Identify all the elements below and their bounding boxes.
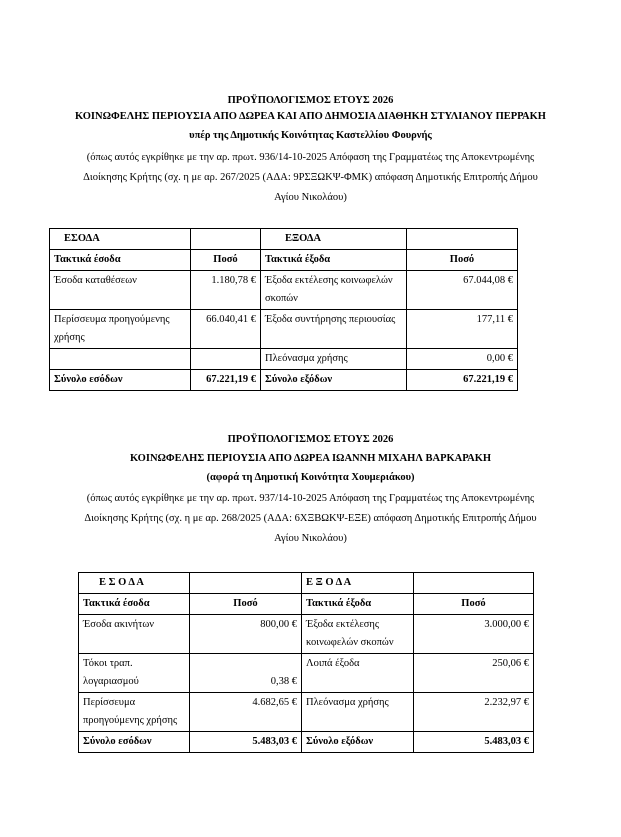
table-column-row <box>50 250 518 271</box>
total-income: 5.483,03 € <box>190 732 302 753</box>
col-amount-label: Ποσό <box>414 594 534 615</box>
expense-item: Πλεόνασμα χρήσης <box>261 349 407 370</box>
income-item: Έσοδα ακινήτων <box>79 615 190 654</box>
expense-item: Πλεόνασμα χρήσης <box>302 693 414 732</box>
col-expense-label: Τακτικά έξοδα <box>302 594 414 615</box>
table-row <box>50 349 518 370</box>
col-income-label: Τακτικά έσοδα <box>50 250 191 271</box>
income-amount: 66.040,41 € <box>191 310 261 349</box>
expense-item: Έξοδα συντήρησης περιουσίας <box>261 310 407 349</box>
budget1-approval-line3: Αγίου Νικολάου) <box>274 192 347 203</box>
budget2-table <box>78 572 534 753</box>
col-expense-label: Τακτικά έξοδα <box>261 250 407 271</box>
total-income: 67.221,19 € <box>191 370 261 391</box>
expense-header: Ε Ξ Ο Δ Α <box>302 573 414 594</box>
col-income-label: Τακτικά έσοδα <box>79 594 190 615</box>
budget2-title: ΠΡΟΫΠΟΛΟΓΙΣΜΟΣ ΕΤΟΥΣ 2026 <box>227 434 394 445</box>
table-header-row <box>50 229 518 250</box>
income-header: ΕΣΟΔΑ <box>50 229 191 250</box>
income-amount: 1.180,78 € <box>191 271 261 310</box>
budget1-table <box>49 228 518 391</box>
expense-amount: 2.232,97 € <box>414 693 534 732</box>
budget1-subtitle: ΚΟΙΝΩΦΕΛΗΣ ΠΕΡΙΟΥΣΙΑ ΑΠΟ ΔΩΡΕΑ ΚΑΙ ΑΠΟ ΔΗΜΟΣΙΑ ΔΙΑΘΗΚΗ ΣΤΥΛΙΑΝΟΥ ΠΕΡΡΑΚΗ <box>75 111 546 122</box>
col-amount-label: Ποσό <box>191 250 261 271</box>
income-header: Ε Σ Ο Δ Α <box>79 573 190 594</box>
income-item <box>50 349 191 370</box>
col-amount-label: Ποσό <box>407 250 518 271</box>
table-total-row <box>79 732 534 753</box>
expense-item: Έξοδα εκτέλεσης κοινωφελών σκοπών <box>261 271 407 310</box>
total-expense: 67.221,19 € <box>407 370 518 391</box>
income-item: Έσοδα καταθέσεων <box>50 271 191 310</box>
expense-amount: 250,06 € <box>414 654 534 693</box>
income-item: Τόκοι τραπ. λογαριασμού <box>79 654 190 693</box>
income-item: Περίσσευμα προηγούμενης χρήσης <box>79 693 190 732</box>
total-expense: 5.483,03 € <box>414 732 534 753</box>
budget2-subtitle: ΚΟΙΝΩΦΕΛΗΣ ΠΕΡΙΟΥΣΙΑ ΑΠΟ ΔΩΡΕΑ ΙΩΑΝΝΗ ΜΙΧΑΗΛ ΒΑΡΚΑΡΑΚΗ <box>129 453 492 464</box>
expense-amount: 177,11 € <box>407 310 518 349</box>
income-amount: 0,38 € <box>190 654 302 693</box>
income-item: Περίσσευμα προηγούμενης χρήσης <box>50 310 191 349</box>
budget2-community: (αφορά τη Δημοτική Κοινότητα Χουμεριάκου) <box>206 472 415 483</box>
total-expense-label: Σύνολο εξόδων <box>261 370 407 391</box>
expense-amount: 67.044,08 € <box>407 271 518 310</box>
budget1-approval-line1: (όπως αυτός εγκρίθηκε με την αρ. πρωτ. 936/14-10-2025 Απόφαση της Γραμματέως της Αποκεντρωμένης <box>86 152 535 163</box>
budget1-community: υπέρ της Δημοτικής Κοινότητας Καστελλίου Φουρνής <box>189 130 432 141</box>
income-amount: 4.682,65 € <box>190 693 302 732</box>
expense-amount: 0,00 € <box>407 349 518 370</box>
table-row <box>79 615 534 654</box>
total-income-label: Σύνολο εσόδων <box>79 732 190 753</box>
table-row <box>50 310 518 349</box>
table-row <box>79 654 534 693</box>
budget2-approval-line1: (όπως αυτός εγκρίθηκε με την αρ. πρωτ. 937/14-10-2025 Απόφαση της Γραμματέως της Αποκεντρωμένης <box>86 493 535 504</box>
table-column-row <box>79 594 534 615</box>
total-income-label: Σύνολο εσόδων <box>50 370 191 391</box>
budget1-title: ΠΡΟΫΠΟΛΟΓΙΣΜΟΣ ΕΤΟΥΣ 2026 <box>227 95 394 106</box>
total-expense-label: Σύνολο εξόδων <box>302 732 414 753</box>
expense-amount: 3.000,00 € <box>414 615 534 654</box>
budget2-approval-line2: Διοίκησης Κρήτης (σχ. η με αρ. 268/2025 (ΑΔΑ: 6ΧΞΒΩΚΨ-ΕΞΕ) απόφαση Δημοτικής Επιτροπής Δήμου <box>84 513 537 524</box>
table-row <box>50 271 518 310</box>
expense-item: Λοιπά έξοδα <box>302 654 414 693</box>
table-header-row <box>79 573 534 594</box>
budget1-approval-line2: Διοίκησης Κρήτης (σχ. η με αρ. 267/2025 (ΑΔΑ: 9ΡΣΞΩΚΨ-ΦΜΚ) απόφαση Δημοτικής Επιτροπής Δήμου <box>83 172 538 183</box>
expense-header: ΕΞΟΔΑ <box>261 229 407 250</box>
table-total-row <box>50 370 518 391</box>
budget2-approval-line3: Αγίου Νικολάου) <box>274 533 347 544</box>
col-amount-label: Ποσό <box>190 594 302 615</box>
income-amount <box>191 349 261 370</box>
table-row <box>79 693 534 732</box>
income-amount: 800,00 € <box>190 615 302 654</box>
expense-item: Έξοδα εκτέλεσης κοινωφελών σκοπών <box>302 615 414 654</box>
